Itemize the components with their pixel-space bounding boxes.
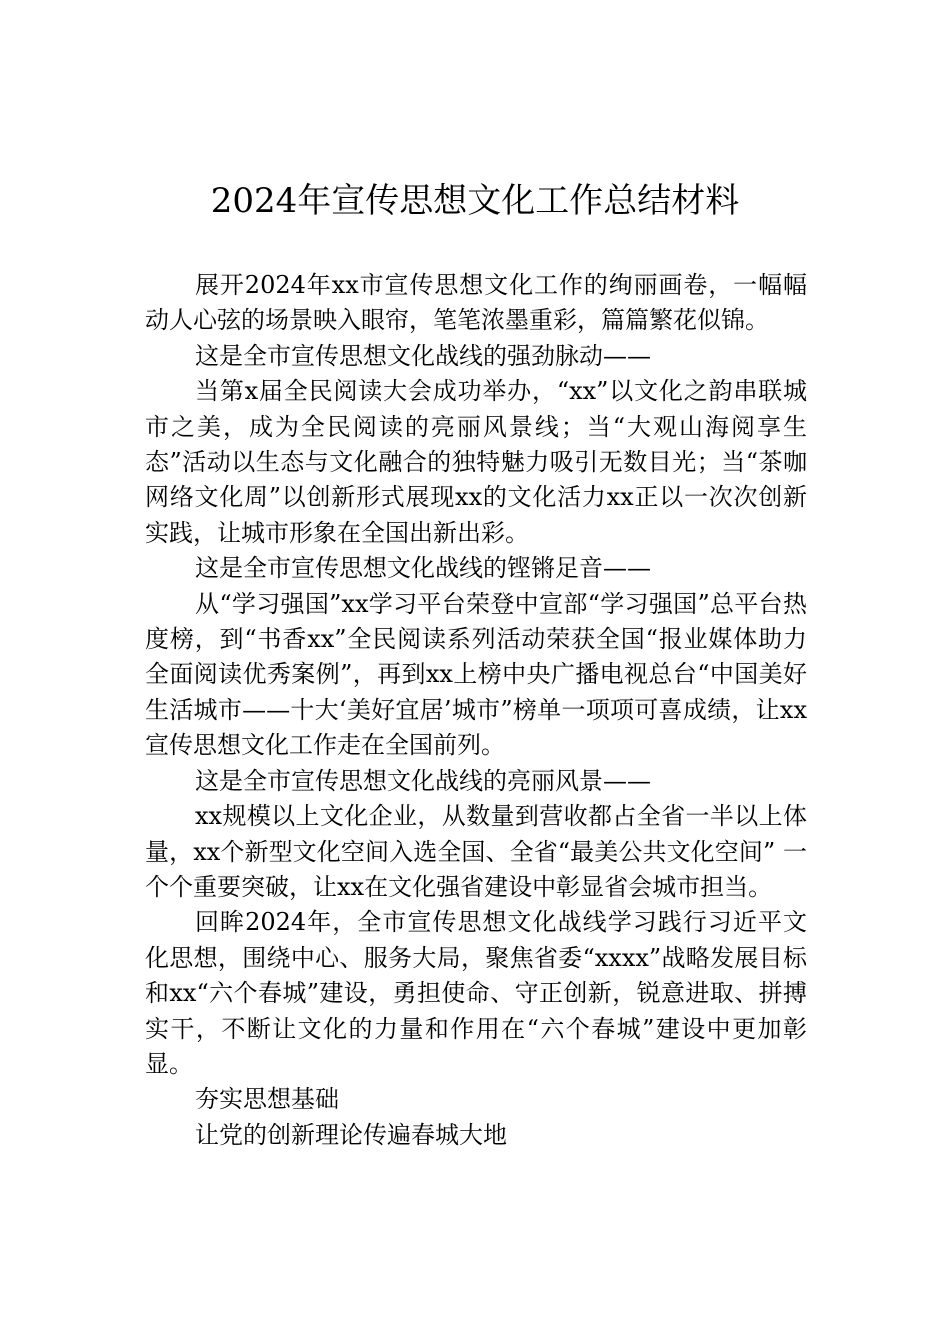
- paragraph-heading-pulse: 这是全市宣传思想文化战线的强劲脉动——: [195, 341, 651, 370]
- paragraph-review-2024: 回眸2024年，全市宣传思想文化战线学习践行习近平文化思想，围绕中心、服务大局，聚焦省委“xxxx”战略发展目标和xx“六个春城”建设，勇担使命、守正创新，锐意进取、拼搏实干，不断让文化的力量和作用在“六个春城”建设中更加彰显。: [145, 908, 807, 1078]
- paragraph-culture-enterprises: xx规模以上文化企业，从数量到营收都占全省一半以上体量，xx个新型文化空间入选全国、全省“最美公共文化空间” 一个个重要突破，让xx在文化强省建设中彰显省会城市担当。: [145, 802, 807, 901]
- paragraph-achievements: 从“学习强国”xx学习平台荣登中宣部“学习强国”总平台热度榜，到“书香xx”全民阅读系列活动荣获全国“报业媒体助力全面阅读优秀案例”，再到xx上榜中央广播电视总台“中国美好生活城市——十大‘美好宜居’城市”榜单一项项可喜成绩，让xx宣传思想文化工作走在全国前列。: [145, 589, 807, 760]
- paragraph-subsection-heading: 让党的创新理论传遍春城大地: [195, 1120, 507, 1149]
- paragraph-heading-scenery: 这是全市宣传思想文化战线的亮丽风景——: [195, 766, 651, 795]
- document-body: [145, 268, 807, 1153]
- paragraph-section-heading: 夯实思想基础: [195, 1085, 339, 1114]
- document-title: 2024年宣传思想文化工作总结材料: [210, 181, 740, 221]
- paragraph-reading-events: 当第x届全民阅读大会成功举办，“xx”以文化之韵串联城市之美，成为全民阅读的亮丽风景线；当“大观山海阅享生态”活动以生态与文化融合的独特魅力吸引无数目光；当“茶咖网络文化周”以创新形式展现xx的文化活力xx正以一次次创新实践，让城市形象在全国出新出彩。: [145, 377, 807, 547]
- paragraph-intro: 展开2024年xx市宣传思想文化工作的绚丽画卷，一幅幅动人心弦的场景映入眼帘，笔笔浓墨重彩，篇篇繁花似锦。: [145, 271, 807, 335]
- paragraph-heading-footsteps: 这是全市宣传思想文化战线的铿锵足音——: [195, 554, 651, 583]
